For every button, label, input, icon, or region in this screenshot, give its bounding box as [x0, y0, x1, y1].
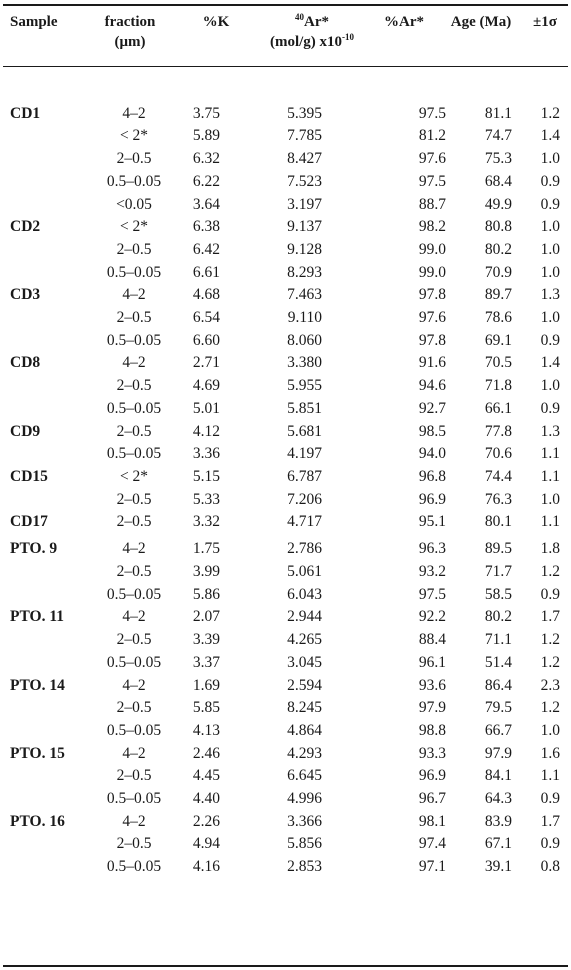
header-argon40: [258, 12, 366, 52]
table-row: [0, 194, 571, 217]
table-row: [0, 697, 571, 720]
sigma-cell: 0.9: [540, 399, 560, 417]
sample-cell: PTO. 14: [10, 676, 65, 694]
age-cell: 69.1: [484, 331, 512, 349]
header-radiogenic-percent: %Ar*: [384, 14, 424, 30]
sigma-cell: 1.0: [540, 721, 560, 739]
age-cell: 89.7: [484, 286, 512, 304]
radiogenic-percent-cell: 98.2: [418, 218, 446, 236]
results-table-body: [0, 80, 571, 879]
age-cell: 66.7: [484, 721, 512, 739]
sigma-cell: 1.2: [540, 699, 560, 717]
potassium-cell: 2.07: [192, 608, 220, 626]
table-row: [0, 466, 571, 489]
argon40-cell: 4.717: [287, 513, 322, 531]
sample-cell: [0, 629, 90, 652]
potassium-cell: 6.42: [192, 240, 220, 258]
table-row: [0, 720, 571, 743]
sigma-cell: 0.9: [540, 195, 560, 213]
age-cell: 78.6: [484, 309, 512, 327]
age-cell: 77.8: [484, 422, 512, 440]
argon40-cell: 4.197: [287, 445, 322, 463]
age-cell: 74.4: [484, 467, 512, 485]
fraction-cell: 2–0.5: [116, 631, 152, 649]
sigma-cell: 1.4: [540, 354, 560, 372]
fraction-cell: 2–0.5: [116, 563, 152, 581]
argon40-cell: 3.380: [287, 354, 322, 372]
sigma-cell: 0.9: [540, 331, 560, 349]
sample-cell: CD9: [10, 422, 41, 440]
fraction-cell: 2–0.5: [116, 699, 152, 717]
sigma-cell: 1.8: [540, 540, 560, 558]
potassium-cell: 5.33: [192, 490, 220, 508]
radiogenic-percent-cell: 88.7: [418, 195, 446, 213]
table-row: [0, 216, 571, 239]
sigma-cell: 1.0: [540, 309, 560, 327]
age-cell: 86.4: [484, 676, 512, 694]
argon40-cell: 2.786: [287, 540, 322, 558]
header-argon40-line2: (mol/g) $x10^{-10}$: [269, 32, 355, 50]
age-cell: 71.1: [484, 631, 512, 649]
sample-cell: [0, 561, 90, 584]
fraction-cell: 0.5–0.05: [106, 858, 162, 876]
fraction-cell: 2–0.5: [116, 835, 152, 853]
fraction-cell: 4–2: [122, 540, 146, 558]
age-cell: 80.8: [484, 218, 512, 236]
argon40-cell: 9.128: [287, 240, 322, 258]
sample-cell: CD2: [10, 218, 41, 236]
sigma-cell: 1.1: [540, 445, 560, 463]
potassium-cell: 6.61: [192, 263, 220, 281]
sample-cell: [0, 765, 90, 788]
radiogenic-percent-cell: 96.8: [418, 467, 446, 485]
sigma-cell: 1.7: [540, 608, 560, 626]
fraction-cell: 2–0.5: [116, 240, 152, 258]
argon40-cell: 7.785: [287, 127, 322, 145]
age-cell: 74.7: [484, 127, 512, 145]
argon40-cell: 4.265: [287, 631, 322, 649]
argon40-cell: 6.645: [287, 767, 322, 785]
radiogenic-percent-cell: 98.8: [418, 721, 446, 739]
sample-cell: [0, 262, 90, 285]
age-cell: 80.2: [484, 240, 512, 258]
sigma-cell: 1.1: [540, 513, 560, 531]
radiogenic-percent-cell: 96.7: [418, 790, 446, 808]
argon40-cell: 5.395: [287, 104, 322, 122]
table-row: [0, 262, 571, 285]
potassium-cell: 5.85: [192, 699, 220, 717]
age-cell: [450, 80, 520, 103]
sigma-cell: 1.7: [540, 812, 560, 830]
sigma-cell: 1.3: [540, 286, 560, 304]
sigma-cell: 0.9: [540, 585, 560, 603]
table-row: [0, 489, 571, 512]
table-row: [0, 561, 571, 584]
table-row: [0, 743, 571, 766]
fraction-cell: [90, 80, 178, 103]
age-cell: 84.1: [484, 767, 512, 785]
argon40-cell: 5.851: [287, 399, 322, 417]
radiogenic-percent-cell: 99.0: [418, 240, 446, 258]
sigma-cell: 1.0: [540, 218, 560, 236]
sample-cell: [0, 398, 90, 421]
radiogenic-percent-cell: 97.8: [418, 286, 446, 304]
header-fraction-line2: (μm): [114, 34, 146, 50]
results-table: [0, 80, 571, 879]
table-row: [0, 421, 571, 444]
sample-cell: CD3: [10, 286, 41, 304]
age-cell: 64.3: [484, 790, 512, 808]
potassium-cell: 4.40: [192, 790, 220, 808]
table-row: [0, 375, 571, 398]
potassium-cell: 4.45: [192, 767, 220, 785]
sigma-cell: 1.0: [540, 377, 560, 395]
sample-cell: PTO. 16: [10, 812, 65, 830]
sigma-cell: 1.3: [540, 422, 560, 440]
argon40-cell: 4.996: [287, 790, 322, 808]
bottom-rule: [3, 965, 568, 967]
sample-cell: [0, 148, 90, 171]
table-row: [0, 675, 571, 698]
radiogenic-percent-cell: 97.4: [418, 835, 446, 853]
argon40-cell: 8.245: [287, 699, 322, 717]
fraction-cell: 4–2: [122, 354, 146, 372]
age-cell: 70.5: [484, 354, 512, 372]
sample-cell: [0, 720, 90, 743]
radiogenic-percent-cell: 95.1: [418, 513, 446, 531]
fraction-cell: 0.5–0.05: [106, 790, 162, 808]
radiogenic-percent-cell: 97.5: [418, 585, 446, 603]
argon40-cell: [230, 80, 352, 103]
fraction-cell: 4–2: [122, 676, 146, 694]
sample-cell: PTO. 15: [10, 744, 65, 762]
potassium-cell: 3.36: [192, 445, 220, 463]
radiogenic-percent-cell: 93.2: [418, 563, 446, 581]
table-row: [0, 788, 571, 811]
radiogenic-percent-cell: 97.6: [418, 150, 446, 168]
potassium-cell: 3.99: [192, 563, 220, 581]
radiogenic-percent-cell: 97.6: [418, 309, 446, 327]
potassium-cell: 5.86: [192, 585, 220, 603]
fraction-cell: 0.5–0.05: [106, 263, 162, 281]
table-row: [0, 765, 571, 788]
radiogenic-percent-cell: 98.5: [418, 422, 446, 440]
table-row: [0, 307, 571, 330]
fraction-cell: 4–2: [122, 744, 146, 762]
sample-cell: CD15: [10, 467, 48, 485]
argon40-cell: 6.043: [287, 585, 322, 603]
argon40-cell: 2.944: [287, 608, 322, 626]
sample-cell: [0, 375, 90, 398]
fraction-cell: 4–2: [122, 104, 146, 122]
sigma-cell: 0.8: [540, 858, 560, 876]
age-cell: 80.1: [484, 513, 512, 531]
top-rule: [3, 4, 568, 6]
argon40-cell: 2.853: [287, 858, 322, 876]
sigma-cell: 0.9: [540, 790, 560, 808]
potassium-cell: 5.01: [192, 399, 220, 417]
potassium-cell: 6.38: [192, 218, 220, 236]
fraction-cell: 0.5–0.05: [106, 721, 162, 739]
potassium-cell: 4.13: [192, 721, 220, 739]
fraction-cell: 2–0.5: [116, 150, 152, 168]
radiogenic-percent-cell: 96.9: [418, 490, 446, 508]
potassium-cell: 1.75: [192, 540, 220, 558]
age-cell: 71.8: [484, 377, 512, 395]
table-row: [0, 652, 571, 675]
age-cell: 66.1: [484, 399, 512, 417]
sigma-cell: 1.2: [540, 631, 560, 649]
argon40-cell: 7.206: [287, 490, 322, 508]
radiogenic-percent-cell: 93.6: [418, 676, 446, 694]
table-row: [0, 511, 571, 534]
header-sample: Sample: [10, 14, 58, 30]
sigma-cell: 1.1: [540, 467, 560, 485]
sigma-cell: 1.0: [540, 240, 560, 258]
age-cell: 67.1: [484, 835, 512, 853]
age-cell: 51.4: [484, 653, 512, 671]
sigma-cell: 1.1: [540, 767, 560, 785]
table-row: [0, 330, 571, 353]
potassium-cell: 2.26: [192, 812, 220, 830]
header-sigma: ±1σ: [533, 14, 557, 30]
potassium-cell: 6.32: [192, 150, 220, 168]
sample-cell: [0, 171, 90, 194]
argon40-cell: 9.110: [287, 309, 322, 327]
radiogenic-percent-cell: 88.4: [418, 631, 446, 649]
fraction-cell: 4–2: [122, 608, 146, 626]
sample-cell: CD8: [10, 354, 41, 372]
potassium-cell: [178, 80, 230, 103]
table-row: [0, 629, 571, 652]
potassium-cell: 3.32: [192, 513, 220, 531]
fraction-cell: < 2*: [119, 467, 149, 485]
potassium-cell: 3.75: [192, 104, 220, 122]
argon40-cell: 7.523: [287, 172, 322, 190]
age-cell: 58.5: [484, 585, 512, 603]
fraction-cell: 2–0.5: [116, 377, 152, 395]
sample-cell: [0, 307, 90, 330]
sample-cell: [0, 856, 90, 879]
sample-cell: CD17: [10, 513, 48, 531]
sample-cell: PTO. 9: [10, 540, 58, 558]
sigma-cell: 1.2: [540, 563, 560, 581]
argon40-cell: 3.366: [287, 812, 322, 830]
argon40-cell: 3.197: [287, 195, 322, 213]
table-row: [0, 239, 571, 262]
sample-cell: [0, 652, 90, 675]
radiogenic-percent-cell: 97.8: [418, 331, 446, 349]
radiogenic-percent-cell: 92.2: [418, 608, 446, 626]
potassium-cell: 4.12: [192, 422, 220, 440]
argon40-cell: 8.060: [287, 331, 322, 349]
table-row: [0, 352, 571, 375]
potassium-cell: 3.64: [192, 195, 220, 213]
table-row: [0, 811, 571, 834]
potassium-cell: 4.69: [192, 377, 220, 395]
radiogenic-percent-cell: 92.7: [418, 399, 446, 417]
age-cell: 83.9: [484, 812, 512, 830]
argon40-cell: 6.787: [287, 467, 322, 485]
age-cell: 97.9: [484, 744, 512, 762]
age-cell: 79.5: [484, 699, 512, 717]
age-cell: 75.3: [484, 150, 512, 168]
header-fraction: [90, 12, 170, 52]
potassium-cell: 3.37: [192, 653, 220, 671]
sample-cell: [0, 239, 90, 262]
argon40-cell: 5.856: [287, 835, 322, 853]
header-age: Age (Ma): [450, 14, 512, 30]
header-fraction-line1: fraction: [104, 14, 156, 30]
age-cell: 71.7: [484, 563, 512, 581]
potassium-cell: 4.94: [192, 835, 220, 853]
potassium-cell: 6.60: [192, 331, 220, 349]
header-potassium: %K: [202, 14, 230, 30]
table-row: [0, 171, 571, 194]
fraction-cell: 0.5–0.05: [106, 172, 162, 190]
table-row: [0, 606, 571, 629]
sample-cell: [0, 330, 90, 353]
potassium-cell: 5.89: [192, 127, 220, 145]
radiogenic-percent-cell: 99.0: [418, 263, 446, 281]
radiogenic-percent-cell: 96.9: [418, 767, 446, 785]
sample-cell: [0, 489, 90, 512]
argon40-cell: 4.293: [287, 744, 322, 762]
radiogenic-percent-cell: 97.9: [418, 699, 446, 717]
age-cell: 68.4: [484, 172, 512, 190]
sample-cell: [0, 697, 90, 720]
table-row: [0, 284, 571, 307]
potassium-cell: 1.69: [192, 676, 220, 694]
argon40-cell: 3.045: [287, 653, 322, 671]
potassium-cell: 2.46: [192, 744, 220, 762]
argon40-cell: 5.955: [287, 377, 322, 395]
age-cell: 89.5: [484, 540, 512, 558]
potassium-cell: 3.39: [192, 631, 220, 649]
argon40-cell: 2.594: [287, 676, 322, 694]
sigma-cell: 2.3: [540, 676, 560, 694]
potassium-cell: 4.16: [192, 858, 220, 876]
table-row: [0, 103, 571, 126]
radiogenic-percent-cell: [352, 80, 450, 103]
radiogenic-percent-cell: 93.3: [418, 744, 446, 762]
sample-cell: PTO. 11: [10, 608, 64, 626]
argon40-cell: 9.137: [287, 218, 322, 236]
sigma-cell: 0.9: [540, 835, 560, 853]
radiogenic-percent-cell: 97.1: [418, 858, 446, 876]
fraction-cell: 4–2: [122, 812, 146, 830]
age-cell: 76.3: [484, 490, 512, 508]
fraction-cell: 2–0.5: [116, 490, 152, 508]
sample-cell: [0, 833, 90, 856]
sample-cell: [0, 80, 90, 103]
radiogenic-percent-cell: 98.1: [418, 812, 446, 830]
fraction-cell: < 2*: [119, 127, 149, 145]
potassium-cell: 6.54: [192, 309, 220, 327]
radiogenic-percent-cell: 81.2: [418, 127, 446, 145]
fraction-cell: 4–2: [122, 286, 146, 304]
table-row: [0, 534, 571, 561]
sample-cell: CD1: [10, 104, 41, 122]
fraction-cell: <0.05: [116, 195, 152, 213]
argon40-cell: 5.681: [287, 422, 322, 440]
table-row: [0, 148, 571, 171]
radiogenic-percent-cell: 91.6: [418, 354, 446, 372]
fraction-cell: 0.5–0.05: [106, 445, 162, 463]
potassium-cell: 6.22: [192, 172, 220, 190]
sample-cell: [0, 194, 90, 217]
fraction-cell: 2–0.5: [116, 513, 152, 531]
age-cell: 70.6: [484, 445, 512, 463]
sigma-cell: 1.2: [540, 104, 560, 122]
age-cell: 80.2: [484, 608, 512, 626]
table-row: [0, 833, 571, 856]
sigma-cell: 1.0: [540, 490, 560, 508]
radiogenic-percent-cell: 97.5: [418, 104, 446, 122]
table-row: [0, 584, 571, 607]
header-rule: [3, 66, 568, 67]
radiogenic-percent-cell: 94.0: [418, 445, 446, 463]
potassium-cell: 4.68: [192, 286, 220, 304]
age-cell: 49.9: [484, 195, 512, 213]
age-cell: 70.9: [484, 263, 512, 281]
radiogenic-percent-cell: 97.5: [418, 172, 446, 190]
age-cell: 39.1: [484, 858, 512, 876]
sigma-cell: 1.0: [540, 150, 560, 168]
sigma-cell: 1.6: [540, 744, 560, 762]
sample-cell: [0, 788, 90, 811]
table-row: [0, 398, 571, 421]
sample-cell: [0, 125, 90, 148]
fraction-cell: 0.5–0.05: [106, 331, 162, 349]
sigma-cell: [520, 80, 571, 103]
fraction-cell: 2–0.5: [116, 309, 152, 327]
fraction-cell: 2–0.5: [116, 767, 152, 785]
argon40-cell: 8.293: [287, 263, 322, 281]
sample-cell: [0, 584, 90, 607]
argon40-cell: 8.427: [287, 150, 322, 168]
sample-cell: [0, 443, 90, 466]
table-row: [0, 856, 571, 879]
header-argon40-line1: $^{40}$Ar*: [295, 12, 329, 30]
sigma-cell: 1.2: [540, 653, 560, 671]
table-row: [0, 443, 571, 466]
sigma-cell: 1.4: [540, 127, 560, 145]
potassium-cell: 5.15: [192, 467, 220, 485]
table-row: [0, 80, 571, 103]
argon40-cell: 5.061: [287, 563, 322, 581]
fraction-cell: < 2*: [119, 218, 149, 236]
fraction-cell: 0.5–0.05: [106, 653, 162, 671]
fraction-cell: 2–0.5: [116, 422, 152, 440]
radiogenic-percent-cell: 96.1: [418, 653, 446, 671]
potassium-cell: 2.71: [192, 354, 220, 372]
table-row: [0, 125, 571, 148]
argon40-cell: 4.864: [287, 721, 322, 739]
argon40-cell: 7.463: [287, 286, 322, 304]
radiogenic-percent-cell: 96.3: [418, 540, 446, 558]
age-cell: 81.1: [484, 104, 512, 122]
sigma-cell: 1.0: [540, 263, 560, 281]
radiogenic-percent-cell: 94.6: [418, 377, 446, 395]
fraction-cell: 0.5–0.05: [106, 585, 162, 603]
sigma-cell: 0.9: [540, 172, 560, 190]
fraction-cell: 0.5–0.05: [106, 399, 162, 417]
